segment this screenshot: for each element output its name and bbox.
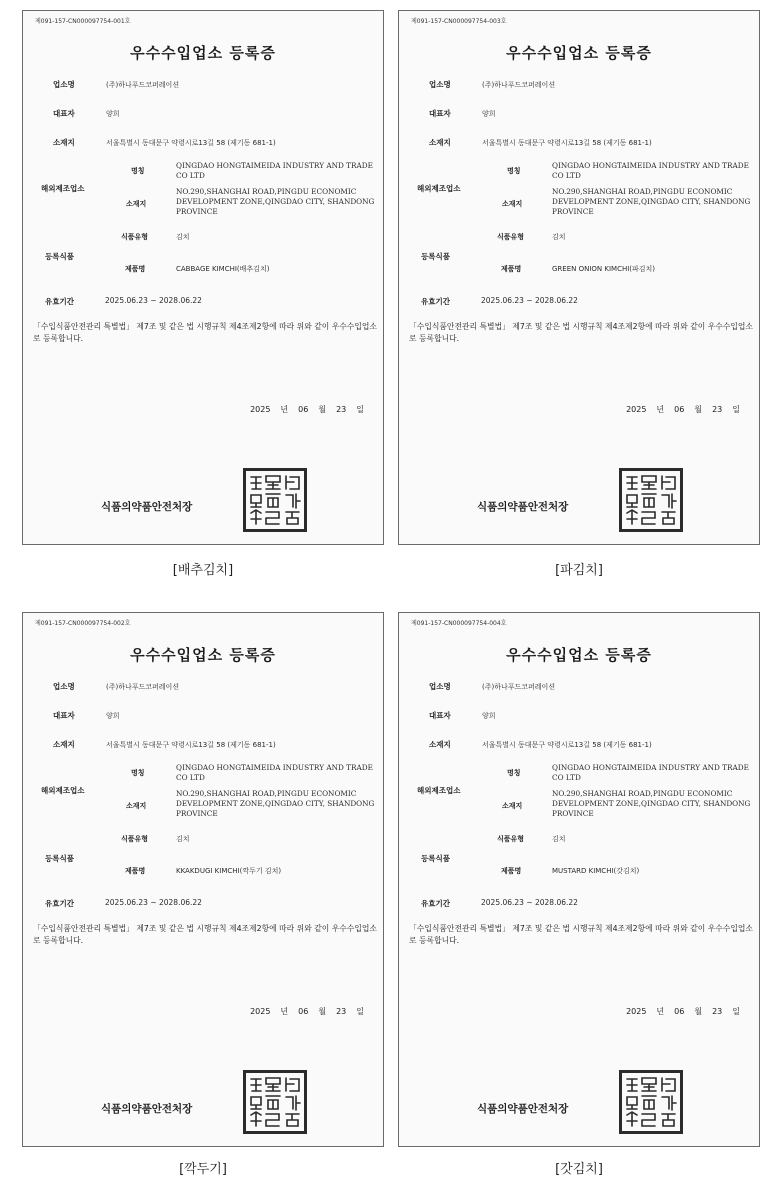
certificate-title: 우수수입업소 등록증	[130, 646, 276, 664]
caption-cabbage-kimchi: [배추김치]	[172, 563, 234, 578]
date-month: 06	[298, 1007, 309, 1016]
maker-name-label: 명칭	[131, 167, 145, 175]
representative-name: 양희	[106, 712, 120, 720]
maker-address-value: NO.290,SHANGHAI ROAD,PINGDU ECONOMIC DEVELOPMENT ZONE,QINGDAO CITY, SHANDONG PROVINCE	[176, 187, 375, 216]
validity-period: 2025.06.23 ~ 2028.06.22	[481, 296, 578, 305]
date-month-unit: 월	[318, 1007, 327, 1016]
address-label: 소재지	[429, 138, 451, 147]
official-seal-icon	[619, 1070, 683, 1134]
validity-period: 2025.06.23 ~ 2028.06.22	[105, 296, 202, 305]
address-label: 소재지	[53, 740, 75, 749]
date-month: 06	[298, 405, 309, 414]
maker-address-value: NO.290,SHANGHAI ROAD,PINGDU ECONOMIC DEVELOPMENT ZONE,QINGDAO CITY, SHANDONG PROVINCE	[552, 187, 751, 216]
company-name: (주)하나푸드코퍼레이션	[106, 683, 180, 691]
maker-address-value: NO.290,SHANGHAI ROAD,PINGDU ECONOMIC DEVELOPMENT ZONE,QINGDAO CITY, SHANDONG PROVINCE	[176, 789, 375, 818]
company-name: (주)하나푸드코퍼레이션	[482, 683, 556, 691]
maker-address-label: 소재지	[502, 200, 523, 208]
official-seal-icon	[243, 1070, 307, 1134]
product-name-label: 제품명	[501, 265, 522, 273]
issuer-name: 식품의약품안전처장	[101, 501, 193, 513]
date-month: 06	[674, 405, 685, 414]
validity-label: 유효기간	[421, 297, 450, 306]
date-year-unit: 년	[656, 405, 665, 414]
validity-period: 2025.06.23 ~ 2028.06.22	[105, 898, 202, 907]
date-day: 23	[336, 1007, 347, 1016]
maker-address-label: 소재지	[126, 200, 147, 208]
maker-name-label: 명칭	[507, 167, 521, 175]
issuer-name: 식품의약품안전처장	[101, 1103, 193, 1115]
maker-address-label: 소재지	[126, 802, 147, 810]
registered-food-label: 등록식품	[45, 854, 74, 863]
seal-glyph-grid-icon	[622, 1073, 680, 1131]
representative-label: 대표자	[53, 109, 75, 118]
representative-name: 양희	[482, 110, 496, 118]
product-name-value: MUSTARD KIMCHI(갓김치)	[552, 867, 640, 875]
representative-label: 대표자	[429, 711, 451, 720]
representative-label: 대표자	[429, 109, 451, 118]
address-value: 서울특별시 동대문구 약령시로13길 58 (제기동 681-1)	[106, 139, 276, 147]
address-value: 서울특별시 동대문구 약령시로13길 58 (제기동 681-1)	[106, 741, 276, 749]
issue-date	[621, 1006, 745, 1017]
legal-statement: 「수입식품안전관리 특별법」 제7조 및 같은 법 시행규칙 제4조제2항에 따라 위와 같이 우수수입업소로 등록합니다.	[33, 322, 377, 343]
date-month-unit: 월	[694, 1007, 703, 1016]
foreign-maker-label: 해외제조업소	[417, 184, 461, 193]
issuer-name: 식품의약품안전처장	[477, 501, 569, 513]
registered-food-label: 등록식품	[421, 854, 450, 863]
validity-label: 유효기간	[45, 297, 74, 306]
document-number: 제091-157-CN000097754-004호	[411, 620, 507, 627]
certificate-title: 우수수입업소 등록증	[506, 646, 652, 664]
date-year: 2025	[626, 405, 647, 414]
document-number: 제091-157-CN000097754-002호	[35, 620, 131, 627]
foreign-maker-label: 해외제조업소	[417, 786, 461, 795]
maker-name-value: QINGDAO HONGTAIMEIDA INDUSTRY AND TRADE CO LTD	[176, 763, 373, 782]
maker-name-label: 명칭	[507, 769, 521, 777]
date-year: 2025	[250, 405, 271, 414]
date-month: 06	[674, 1007, 685, 1016]
registered-food-label: 등록식품	[45, 252, 74, 261]
food-type-value: 김치	[176, 233, 190, 241]
issuer-name: 식품의약품안전처장	[477, 1103, 569, 1115]
date-year: 2025	[250, 1007, 271, 1016]
maker-name-value: QINGDAO HONGTAIMEIDA INDUSTRY AND TRADE CO LTD	[552, 763, 749, 782]
date-day-unit: 일	[356, 1007, 364, 1016]
caption-kkakdugi: [깍두기]	[179, 1162, 227, 1177]
product-name-label: 제품명	[125, 265, 146, 273]
food-type-value: 김치	[552, 233, 566, 241]
company-label: 업소명	[53, 682, 75, 691]
issue-date	[245, 1006, 369, 1017]
certificate-title: 우수수입업소 등록증	[506, 44, 652, 62]
product-name-value: CABBAGE KIMCHI(배추김치)	[176, 265, 270, 273]
registered-food-label: 등록식품	[421, 252, 450, 261]
date-day: 23	[336, 405, 347, 414]
date-year-unit: 년	[280, 1007, 289, 1016]
company-label: 업소명	[429, 80, 451, 89]
validity-label: 유효기간	[421, 899, 450, 908]
date-day: 23	[712, 405, 723, 414]
product-name-label: 제품명	[125, 867, 146, 875]
company-name: (주)하나푸드코퍼레이션	[106, 81, 180, 89]
legal-statement: 「수입식품안전관리 특별법」 제7조 및 같은 법 시행규칙 제4조제2항에 따라 위와 같이 우수수입업소로 등록합니다.	[409, 924, 753, 945]
address-value: 서울특별시 동대문구 약령시로13길 58 (제기동 681-1)	[482, 139, 652, 147]
food-type-label: 식품유형	[121, 233, 149, 241]
legal-statement: 「수입식품안전관리 특별법」 제7조 및 같은 법 시행규칙 제4조제2항에 따라 위와 같이 우수수입업소로 등록합니다.	[33, 924, 377, 945]
foreign-maker-label: 해외제조업소	[41, 184, 85, 193]
company-name: (주)하나푸드코퍼레이션	[482, 81, 556, 89]
caption-green-onion-kimchi: [파김치]	[555, 563, 603, 578]
foreign-maker-label: 해외제조업소	[41, 786, 85, 795]
date-day-unit: 일	[356, 405, 364, 414]
date-day-unit: 일	[732, 405, 740, 414]
food-type-value: 김치	[176, 835, 190, 843]
product-name-label: 제품명	[501, 867, 522, 875]
address-label: 소재지	[429, 740, 451, 749]
date-month-unit: 월	[694, 405, 703, 414]
issue-date	[245, 404, 369, 415]
date-month-unit: 월	[318, 405, 327, 414]
certificate-kkakdugi	[22, 612, 384, 1147]
certificate-green-onion-kimchi	[398, 10, 760, 545]
seal-glyph-grid-icon	[246, 1073, 304, 1131]
food-type-label: 식품유형	[497, 233, 525, 241]
issue-date	[621, 404, 745, 415]
caption-mustard-kimchi: [갓김치]	[555, 1162, 603, 1177]
food-type-value: 김치	[552, 835, 566, 843]
company-label: 업소명	[429, 682, 451, 691]
date-day-unit: 일	[732, 1007, 740, 1016]
date-year-unit: 년	[656, 1007, 665, 1016]
address-value: 서울특별시 동대문구 약령시로13길 58 (제기동 681-1)	[482, 741, 652, 749]
maker-name-value: QINGDAO HONGTAIMEIDA INDUSTRY AND TRADE CO LTD	[176, 161, 373, 180]
product-name-value: KKAKDUGI KIMCHI(깍두기 김치)	[176, 867, 282, 875]
document-number: 제091-157-CN000097754-001호	[35, 18, 131, 25]
certificate-title: 우수수입업소 등록증	[130, 44, 276, 62]
company-label: 업소명	[53, 80, 75, 89]
legal-statement: 「수입식품안전관리 특별법」 제7조 및 같은 법 시행규칙 제4조제2항에 따라 위와 같이 우수수입업소로 등록합니다.	[409, 322, 753, 343]
representative-label: 대표자	[53, 711, 75, 720]
representative-name: 양희	[106, 110, 120, 118]
product-name-value: GREEN ONION KIMCHI(파김치)	[552, 265, 656, 273]
certificate-mustard-kimchi	[398, 612, 760, 1147]
date-year: 2025	[626, 1007, 647, 1016]
seal-glyph-grid-icon	[622, 471, 680, 529]
maker-address-label: 소재지	[502, 802, 523, 810]
food-type-label: 식품유형	[497, 835, 525, 843]
seal-glyph-grid-icon	[246, 471, 304, 529]
official-seal-icon	[619, 468, 683, 532]
food-type-label: 식품유형	[121, 835, 149, 843]
maker-name-value: QINGDAO HONGTAIMEIDA INDUSTRY AND TRADE CO LTD	[552, 161, 749, 180]
validity-label: 유효기간	[45, 899, 74, 908]
date-year-unit: 년	[280, 405, 289, 414]
representative-name: 양희	[482, 712, 496, 720]
document-number: 제091-157-CN000097754-003호	[411, 18, 507, 25]
maker-name-label: 명칭	[131, 769, 145, 777]
certificate-cabbage-kimchi	[22, 10, 384, 545]
official-seal-icon	[243, 468, 307, 532]
date-day: 23	[712, 1007, 723, 1016]
address-label: 소재지	[53, 138, 75, 147]
maker-address-value: NO.290,SHANGHAI ROAD,PINGDU ECONOMIC DEVELOPMENT ZONE,QINGDAO CITY, SHANDONG PROVINCE	[552, 789, 751, 818]
validity-period: 2025.06.23 ~ 2028.06.22	[481, 898, 578, 907]
